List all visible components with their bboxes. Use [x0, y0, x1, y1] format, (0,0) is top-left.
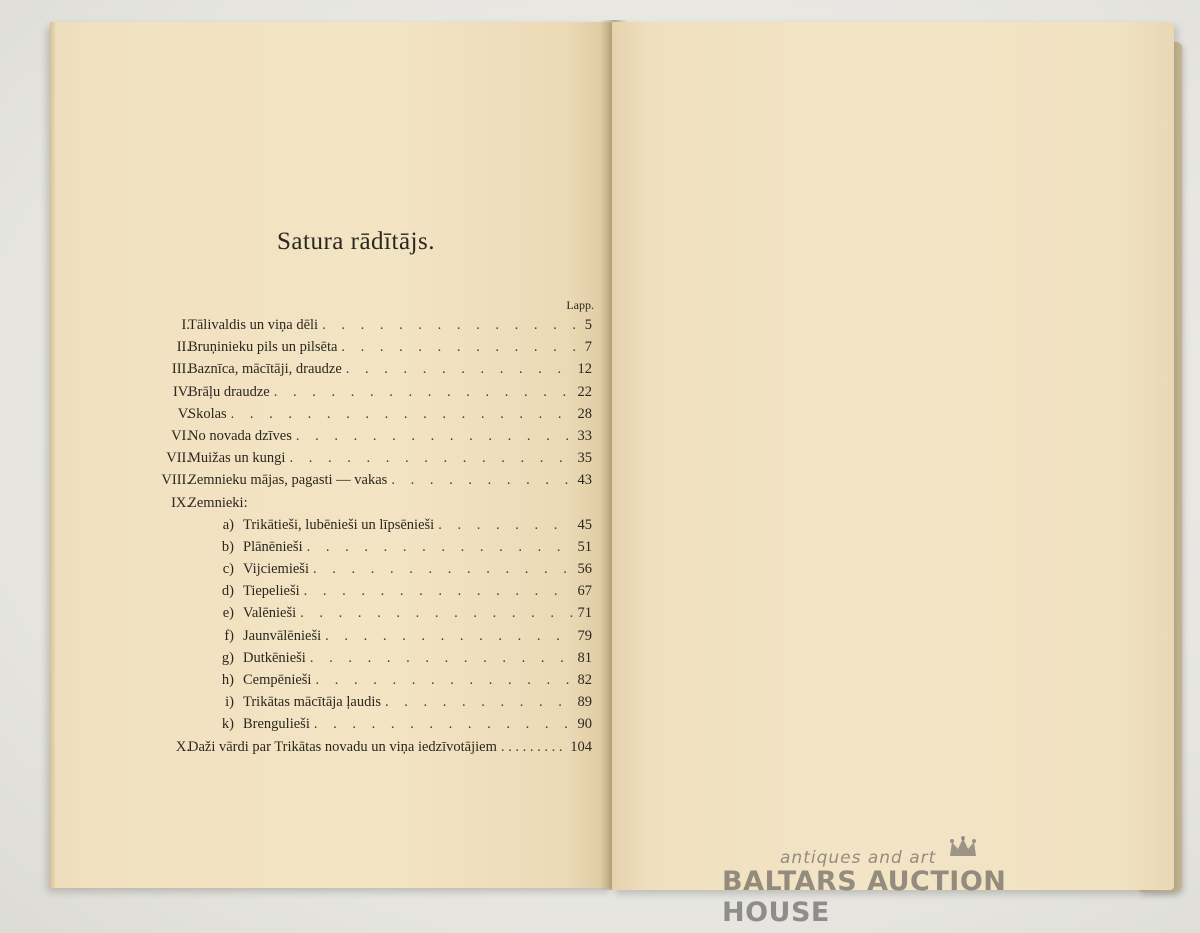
- subentry-letter: f): [224, 627, 234, 644]
- subentry-letter: g): [221, 649, 234, 666]
- table-of-contents: [50, 22, 612, 888]
- subentry-text: Cempēnieši: [243, 672, 312, 688]
- toc-entry: [50, 358, 612, 380]
- leader-dots: [341, 336, 580, 358]
- leader-dots: [231, 403, 574, 425]
- toc-entry: [50, 492, 612, 514]
- leader-dots: [304, 580, 574, 602]
- subentry-page: 56: [577, 561, 592, 578]
- toc-entry: [50, 314, 612, 336]
- leader-dots: [314, 713, 574, 735]
- entry-number: VI.: [171, 427, 190, 444]
- toc-subentry: [50, 625, 612, 647]
- subentry-letter: b): [221, 538, 234, 555]
- toc-entry: [50, 403, 612, 425]
- leader-dots: [385, 691, 574, 713]
- entry-page: 22: [577, 383, 592, 400]
- subentry-text: Dutkēnieši: [243, 649, 306, 666]
- subentry-text: Plānēnieši: [243, 538, 303, 555]
- toc-subentry: [50, 602, 612, 624]
- entry-number: IV.: [172, 383, 190, 400]
- subentry-text: Trikātieši, lubēnieši un līpsēnieši: [243, 516, 435, 533]
- toc-subentry: [50, 647, 612, 669]
- subentry-text: Tiepelieši: [243, 583, 300, 600]
- leader-dots: [313, 558, 574, 580]
- entry-number: III.: [171, 361, 190, 378]
- subentry-text: Trikātas mācītāja ļaudis: [243, 694, 381, 711]
- entry-text: Zemnieki:: [188, 494, 248, 511]
- left-page: [50, 22, 612, 888]
- subentry-letter: i): [225, 694, 234, 711]
- leader-dots: [346, 358, 574, 380]
- toc-entry: [50, 447, 612, 469]
- entry-number: V.: [177, 405, 190, 422]
- entry-text: Daži vārdi par Trikātas novadu un viņa iedzīvotājiem: [188, 738, 497, 755]
- watermark-tagline: antiques and art: [780, 848, 937, 868]
- leader-dots: [296, 425, 574, 447]
- toc-subentry: [50, 558, 612, 580]
- toc-entry: [50, 736, 612, 758]
- subentry-text: Vijciemieši: [243, 561, 309, 578]
- toc-title: Satura rādītājs.: [277, 228, 435, 255]
- toc-rows: [50, 314, 612, 758]
- entry-text: Tālivaldis un viņa dēli: [188, 317, 319, 333]
- entry-page: 43: [577, 472, 592, 489]
- subentry-letter: k): [221, 716, 234, 733]
- subentry-page: 51: [577, 538, 592, 555]
- leader-dots: [310, 647, 574, 669]
- entry-text: Zemnieku mājas, pagasti — vakas: [188, 472, 388, 489]
- subentry-letter: a): [222, 516, 234, 533]
- leader-dots: [438, 514, 573, 536]
- entry-text: Muižas un kungi: [188, 450, 286, 467]
- leader-dots: [501, 736, 566, 758]
- leader-dots: [289, 447, 573, 469]
- subentry-letter: c): [222, 561, 234, 578]
- subentry-text: Valēnieši: [243, 605, 297, 622]
- subentry-page: 90: [577, 716, 592, 733]
- page-column-label: Lapp.: [566, 298, 594, 312]
- toc-entry: [50, 336, 612, 358]
- entry-text: Baznīca, mācītāji, draudze: [188, 361, 342, 378]
- right-page-blank: [612, 22, 1174, 890]
- entry-page: 33: [577, 427, 592, 444]
- entry-text: No novada dzīves: [188, 427, 292, 444]
- toc-entry: [50, 425, 612, 447]
- entry-page: 7: [584, 339, 592, 356]
- toc-subentry: [50, 580, 612, 602]
- leader-dots: [322, 314, 581, 336]
- toc-entry: [50, 469, 612, 491]
- entry-page: 104: [570, 738, 592, 755]
- subentry-page: 89: [577, 694, 592, 711]
- subentry-page: 79: [577, 627, 592, 644]
- entry-number: VIII.: [161, 472, 190, 489]
- entry-number: VII.: [166, 450, 190, 467]
- subentry-page: 82: [577, 672, 592, 688]
- subentry-page: 81: [577, 649, 592, 666]
- leader-dots: [391, 469, 573, 491]
- entry-page: 5: [584, 317, 592, 333]
- leader-dots: [307, 536, 574, 558]
- leader-dots: [315, 669, 573, 691]
- subentry-page: 67: [577, 583, 592, 600]
- toc-subentry: [50, 669, 612, 691]
- entry-text: Brāļu draudze: [188, 383, 270, 400]
- crown-icon: [948, 836, 978, 860]
- watermark-name: BALTARS AUCTION HOUSE: [722, 866, 1007, 928]
- toc-subentry: [50, 536, 612, 558]
- subentry-letter: h): [221, 672, 234, 688]
- entry-page: 28: [577, 405, 592, 422]
- entry-page: 35: [577, 450, 592, 467]
- entry-text: Bruņinieku pils un pilsēta: [188, 339, 338, 356]
- leader-dots: [300, 602, 573, 624]
- leader-dots: [274, 381, 574, 403]
- subentry-text: Jaunvālēnieši: [243, 627, 322, 644]
- subentry-page: 45: [577, 516, 592, 533]
- toc-entry: [50, 381, 612, 403]
- toc-subentry: [50, 514, 612, 536]
- entry-number: II.: [176, 339, 190, 356]
- entry-page: 12: [577, 361, 592, 378]
- subentry-letter: e): [222, 605, 234, 622]
- entry-number: X.: [175, 738, 190, 755]
- entry-text: Skolas: [188, 405, 227, 422]
- leader-dots: [325, 625, 573, 647]
- toc-subentry: [50, 713, 612, 735]
- subentry-letter: d): [221, 583, 234, 600]
- entry-number: IX.: [171, 494, 190, 511]
- subentry-page: 71: [577, 605, 592, 622]
- toc-subentry: [50, 691, 612, 713]
- subentry-text: Brengulieši: [243, 716, 310, 733]
- entry-number: I.: [181, 317, 190, 333]
